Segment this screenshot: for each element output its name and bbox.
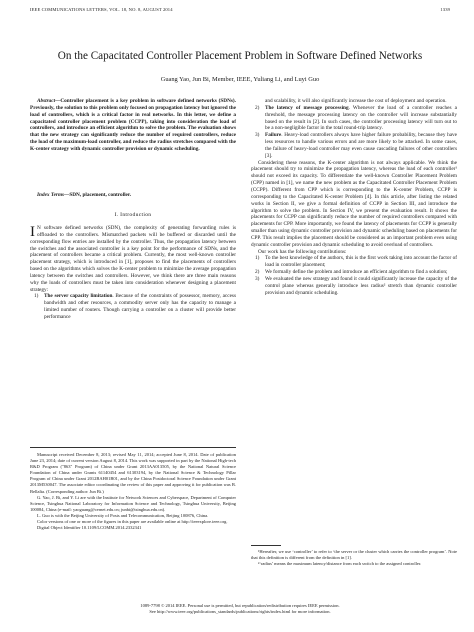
right-footnotes <box>251 549 457 567</box>
list-item-continued <box>251 98 457 105</box>
footnote: L. Guo is with the Beijing University of Posts and Telecommunication, Beijing 100876, China. <box>37 512 209 518</box>
list-item-heading: The server capacity limitation <box>44 293 113 300</box>
journal-header: IEEE COMMUNICATIONS LETTERS, VOL. 18, NO. 8, AUGUST 2014 <box>30 7 173 12</box>
footnote: ²‘radius’ means the maximum latency/distance from each switch to the assigned controller. <box>258 561 422 567</box>
contribution-item <box>251 276 457 297</box>
abstract <box>30 98 236 153</box>
manuscript-footnotes <box>30 452 236 531</box>
body-paragraph: Our work has the following contributions: <box>258 248 347 255</box>
footnote-divider <box>30 447 236 448</box>
list-item-text: To the best knowledge of the authors, this is the first work taking into account the factor of load in controller placement; <box>265 255 457 269</box>
list-item <box>30 293 236 320</box>
list-number: 2) <box>255 104 260 111</box>
abstract-text: —Controller placement is a key problem in software defined networks (SDNs). Previously, the solution to this problem only focused on propagation latency but ignored the load of controllers, which is a critical factor in real networks. In this letter, we define a capacitated controller placement problem (CCPP), taking into consideration the load of controllers, and introduce an efficient algorithm to solve the problem. The evaluation shows that the new strategy can significantly reduce the number of required controllers, reduce the load of the maximum-load controller, and reduce the radius stretches compared with the K-center strategy with dynamic controller provision or dynamic scheduling. <box>30 98 236 152</box>
index-terms <box>30 192 236 199</box>
list-number: 3) <box>255 132 260 139</box>
list-item-heading: Failure <box>265 132 282 139</box>
footnote: Manuscript received December 8, 2013; revised May 11, 2014; accepted June 8, 2014. Date of publication June 23, 2014; date of current version August 8, 2014. This work was supported in part by the National High-tech R&D Program ("863" Program) of China under Grant 2013AA013505, by the National Natural Science Foundation of China under Grants 61140454 and 61303194, by the National Science & Technology Pillar Program of China under Grant 2012BAH01B01, and by the China Postdoctoral Science Foundation under Grant 2013M530047. The associate editor coordinating the review of this paper and approving it for publication was B. Bellalta. (Corresponding author: Jun Bi.) <box>30 452 236 494</box>
introduction-body <box>30 225 236 321</box>
right-column-body <box>251 98 457 296</box>
rights-line: See http://www.ieee.org/publications_standards/publications/rights/index.html for more information. <box>149 609 331 614</box>
list-item-text: . Whenever the load of a controller reaches a threshold, the message processing latency on the controller will increase substantially based on the result in [2]. In such cases, the controller processing latency will turn out to be a non-negligible factor in the total round-trip latency. <box>265 104 458 132</box>
list-number: 2) <box>255 269 260 276</box>
list-item-text: We formally define the problem and introduce an efficient algorithm to find a solution; <box>265 269 448 276</box>
paper-title: On the Capacitated Controller Placement Problem in Software Defined Networks <box>57 50 423 62</box>
list-item-text: We evaluated the new strategy and found it could significantly increase the capacity of the control plane whereas generally introduce less radius² stretch than dynamic controller provision and dynamic scheduling. <box>265 275 457 296</box>
intro-paragraph-1: N software defined networks (SDN), the complexity of generating forwarding rules is offloaded to the controllers. Mismatched packets will be buffered or discarded until the corresponding flow entries are installed by the controller. Thus, the propagation latency between the switches and the associated controller is a key point for the performance of SDNs, and the placement of controllers became a critical problem. Currently, the most well-known controller placement strategy, which is introduced in [1], proposes to find the placements of controllers based on the algorithms which solves the K-center problem to minimize the average propagation latency between the switches and controllers. However, we think there are three main reasons why the loads of controllers must be taken into consideration whenever designing a placement strategy: <box>30 225 236 293</box>
index-terms-label: Index Terms <box>37 192 65 198</box>
footnote: Color versions of one or more of the figures in this paper are available online at http://ieeexplore.ieee.org. <box>37 519 228 525</box>
contribution-item <box>251 269 457 276</box>
page-number: 1339 <box>440 7 450 12</box>
index-terms-text: —SDN, placement, controller. <box>64 192 132 198</box>
running-header <box>30 7 450 15</box>
body-paragraph: Considering these reasons, the K-center algorithm is not always applicable. We think the placement should try to minimize the propagation latency, whereas the load of each controller¹ should not exceed its capacity. To differentiate the well-known Controller Placement Problem (CPP) named in [1], we name the new problem as the Capacitated Controller Placement Problem (CCPP). Different from CPP which is corresponding to the K-center Problem, CCPP is corresponding to the Capacitated K-center Problem [4]. In this article, after listing the related works in Section II, we give a formal definition of CCPP in Section III, and introduce the algorithm to solve the problem. In Section IV, we present the evaluation result. It shows the placements for CCPP can significantly reduce the number of required controllers compared with placements for CPP. More importantly, we found the latency of placements for CCPP is generally smaller than using dynamic controller provision and dynamic scheduling based on placements for CPP. This result implies the placement should be considered as an important problem even using dynamic controller provision and dynamic scheduling to avoid overload of controllers. <box>251 159 457 248</box>
footnote: ¹Hereafter, we use ‘controller’ to refer to ‘the server or the cluster which carries the controller program’. Note that this definition is different from the definition in [1]. <box>251 549 457 561</box>
author-line: Guang Yao, Jun Bi, Member, IEEE, Yuliang Li, and Luyi Guo <box>160 76 320 83</box>
contribution-item <box>251 255 457 269</box>
copyright-line: 1089-7798 © 2014 IEEE. Personal use is permitted, but republication/redistribution requires IEEE permission. <box>140 603 340 608</box>
copyright-footer <box>30 603 450 615</box>
list-item <box>251 132 457 159</box>
section-heading: I. Introduction <box>114 212 152 218</box>
list-item-text: and scalability, it will also significantly increase the cost of deployment and operation. <box>265 98 447 104</box>
drop-cap: I <box>30 224 35 240</box>
footnote: Digital Object Identifier 10.1109/LCOMM.2014.2332341 <box>37 525 142 531</box>
list-item-text: . Because of the constraints of possessor, memory, access bandwidth and other resources, a commodity server only has the capacity to manage a limited number of routers. Though carrying a controller on a cluster will provide better performance <box>44 293 237 320</box>
list-item-heading: The latency of message processing <box>265 104 349 111</box>
footnote: G. Yao, J. Bi, and Y. Li are with the Institute for Network Sciences and Cyberspace, Department of Computer Science, Tsinghua National Laboratory for Information Science and Technology, Tsinghua University, Beijing 100084, China (e-mail: yaoguang@cernet.edu.cn; junbi@tsinghua.edu.cn). <box>30 494 236 512</box>
list-number: 1) <box>34 293 39 300</box>
footnote-divider <box>251 545 281 546</box>
list-item-text: . Heavy-load controllers always have higher failure probability, because they have less resources to handle various errors and are more likely to be attacked. In some cases, the failure of heavy-load controller may even cause cascading failures of other controllers [3]. <box>265 132 457 159</box>
abstract-label: Abstract <box>37 98 56 104</box>
list-number: 1) <box>255 255 260 262</box>
list-item <box>251 105 457 132</box>
list-number: 3) <box>255 275 260 282</box>
